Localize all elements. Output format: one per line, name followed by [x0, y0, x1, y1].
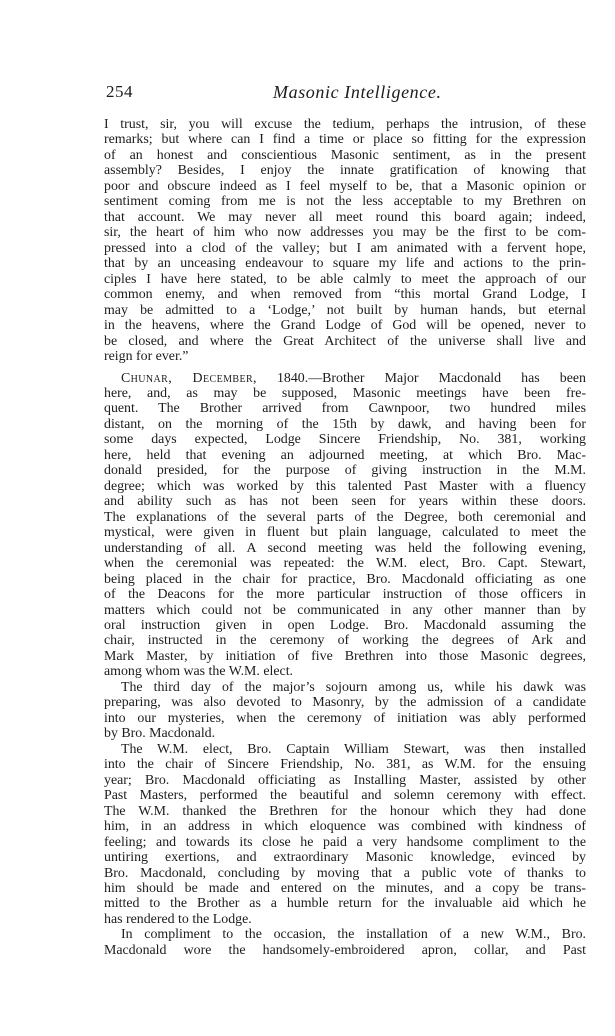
text-line: oral instruction given in open Lodge. Bro. Macdonald assuming the: [104, 618, 586, 633]
text-line: has rendered to the Lodge.: [104, 911, 252, 927]
text-line: him, in an address in which eloquence was combined with kindness of: [104, 819, 586, 835]
text-line: him should be made and entered on the minutes, and a copy be trans-: [104, 880, 586, 896]
text-line: donald presided, for the purpose of giving instruction in the M.M.: [104, 463, 586, 479]
text-line: distant, on the morning of the 15th by dawk, and having been for: [104, 416, 586, 432]
text-line: when the ceremonial was repeated: the W.M. elect, Bro. Capt. Stewart,: [104, 556, 586, 572]
text-line: In compliment to the occasion, the installation of a new W.M., Bro.: [121, 927, 586, 943]
text-line: reign for ever.”: [104, 349, 189, 365]
text-line: assembly? Besides, I enjoy the innate gratification of knowing that: [104, 163, 586, 179]
text-line: The third day of the major’s sojourn among us, while his dawk was: [121, 679, 586, 695]
text-line: poor and obscure indeed as I feel myself to be, that a Masonic opinion or: [104, 178, 586, 194]
text-line: into our mysteries, when the ceremony of initiation was ably performed: [104, 710, 586, 726]
text-line: degree; which was worked by this talented Past Master with a fluency: [104, 478, 586, 494]
text-line: Macdonald wore the handsomely-embroidered apron, collar, and Past: [104, 942, 586, 958]
text-line: mystical, were given in fluent but plain language, calculated to meet the: [104, 525, 586, 541]
text-line: pressed into a clod of the valley; but I am animated with a fervent hope,: [104, 240, 586, 256]
text-line: being placed in the chair for practice, Bro. Macdonald officiating as one: [104, 571, 586, 587]
text-line: in the heavens, where the Grand Lodge of God will be opened, never to: [104, 318, 586, 334]
text-line: ciples I have here stated, to be able calmly to meet the approach of our: [104, 271, 586, 287]
running-head: [106, 82, 594, 106]
text-line: that account. We may never all meet round this board again; indeed,: [104, 209, 586, 225]
text-line: by Bro. Macdonald.: [104, 726, 216, 742]
text-line: remarks; but where can I find a time or place so fitting for the expression: [104, 132, 586, 148]
text-line: sentiment coming from me is not the less acceptable to my Brethren on: [104, 194, 586, 210]
text-line: The W.M. elect, Bro. Captain William Stewart, was then installed: [121, 741, 586, 757]
text-line: chair, instructed in the ceremony of working the degrees of Ark and: [104, 633, 586, 649]
text-line: of the Deacons for the more particular instruction of those officers in: [104, 587, 586, 603]
paragraph-chunar-report: [104, 371, 586, 680]
dateline: Chunar, December,: [121, 370, 257, 386]
text-line: quent. The Brother arrived from Cawnpoor, two hundred miles: [104, 401, 586, 417]
text-line: understanding of all. A second meeting was held the following evening,: [104, 540, 586, 556]
text-line: Mark Master, by initiation of five Brethren into those Masonic degrees,: [104, 648, 586, 664]
text-line: I trust, sir, you will excuse the tedium, perhaps the intrusion, of these: [104, 117, 586, 132]
text-line: sir, the heart of him who now addresses you may be the first to be com-: [104, 225, 586, 241]
body-text: [104, 117, 586, 958]
text-line: here, and, as may be supposed, Masonic meetings have been fre-: [104, 385, 586, 401]
text-line: be closed, and where the Great Architect of the universe shall live and: [104, 333, 586, 349]
text-line: among whom was the W.M. elect.: [104, 664, 294, 680]
text-line: [104, 371, 586, 386]
text-line: The W.M. thanked the Brethren for the honour which they had done: [104, 803, 586, 819]
text-line: preparing, was also devoted to Masonry, by the admission of a candidate: [104, 695, 586, 711]
text-line: here, held that evening an adjourned meeting, at which Bro. Mac-: [104, 447, 586, 463]
text-line: untiring exertions, and extraordinary Masonic knowledge, evinced by: [104, 850, 586, 866]
text-line: some days expected, Lodge Sincere Friendship, No. 381, working: [104, 432, 586, 448]
text-line: common enemy, and when removed from “this mortal Grand Lodge, I: [104, 287, 586, 303]
running-title: Masonic Intelligence.: [273, 82, 442, 102]
text-line: The explanations of the several parts of the Degree, both ceremonial and: [104, 509, 586, 525]
text-line: feeling; and towards its close he paid a very handsome compliment to the: [104, 834, 586, 850]
page-number: 254: [106, 82, 133, 101]
dateline-continuation: 1840.—Brother Major Macdonald has been: [256, 370, 586, 386]
text-line: matters which could not be communicated in any other manner than by: [104, 602, 586, 618]
text-line: Bro. Macdonald, concluding by moving that a public vote of thanks to: [104, 865, 586, 881]
paragraph-compliment: [104, 927, 586, 958]
text-line: year; Bro. Macdonald officiating as Installing Master, assisted by other: [104, 772, 586, 788]
text-line: into the chair of Sincere Friendship, No. 381, as W.M. for the ensuing: [104, 757, 586, 773]
paragraph-speech: [104, 117, 586, 365]
text-line: Past Masters, performed the beautiful and solemn ceremony with effect.: [104, 788, 586, 804]
paragraph-installation: [104, 742, 586, 928]
text-line: and ability such as has not been seen for years within these doors.: [104, 494, 586, 510]
text-line: that by an unceasing endeavour to square my life and actions to the prin-: [104, 256, 586, 272]
text-line: may be admitted to a ‘Lodge,’ not built by human hands, but eternal: [104, 302, 586, 318]
text-line: mitted to the Brother as a humble return for the invaluable aid which he: [104, 896, 586, 912]
paragraph-third-day: [104, 680, 586, 742]
text-line: of an honest and conscientious Masonic sentiment, as in the present: [104, 147, 586, 163]
